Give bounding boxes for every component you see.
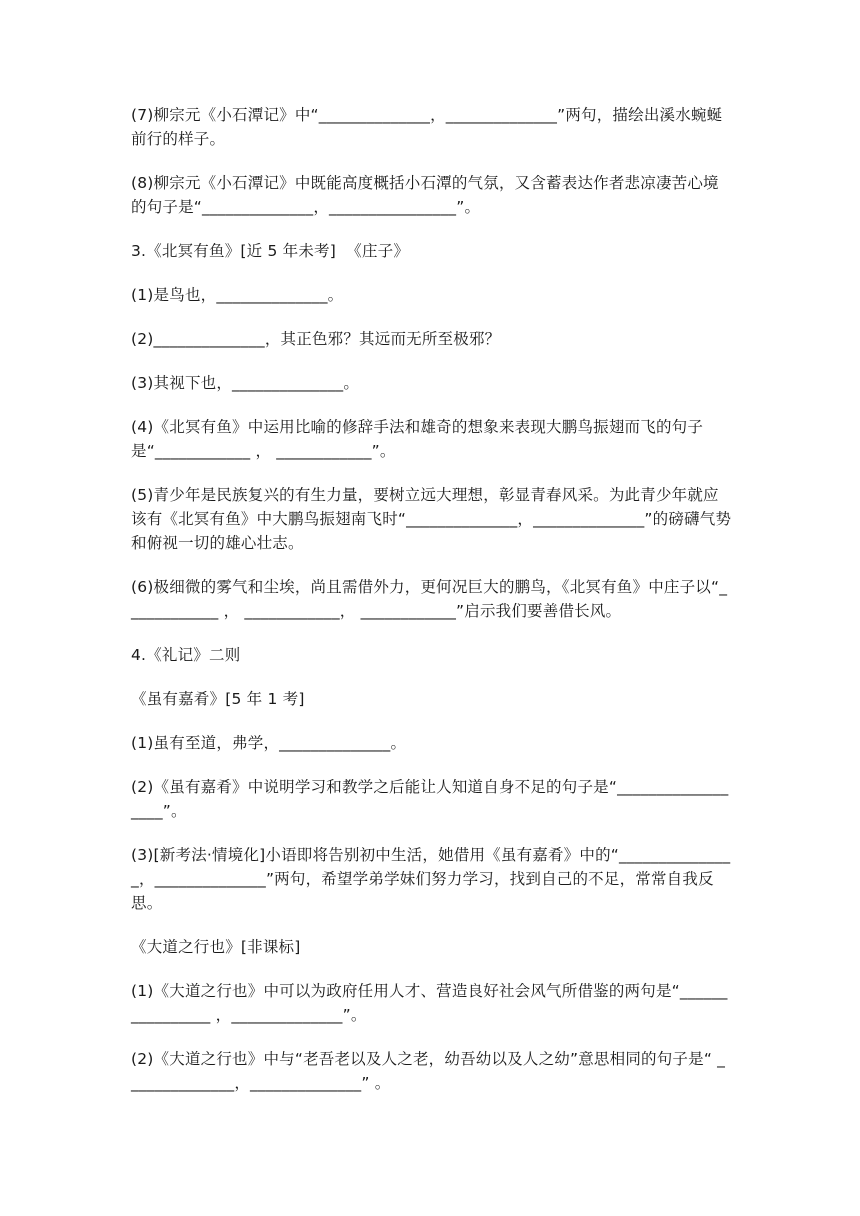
subsection-heading-dadaozhixingye: 《大道之行也》[非课标] [131, 938, 301, 956]
section-heading-beiming: 3.《北冥有鱼》[近 5 年未考] 《庄子》 [131, 242, 410, 260]
question-7-xiaoshitanji: (7)柳宗元《小石潭记》中“______________，______________”两句，描绘出溪水蜿蜒前行的样子。 [131, 106, 723, 148]
question-1-beiming: (1)是鸟也，______________。 [131, 286, 344, 304]
question-1-dadaozhixingye: (1)《大道之行也》中可以为政府任用人才、营造良好社会风气所借鉴的两句是“________________ ，______________”。 [131, 982, 728, 1024]
question-6-beiming: (6)极细微的雾气和尘埃，尚且需借外力，更何况巨大的鹏鸟，《北冥有鱼》中庄子以“____________ ， ____________， ____________”启示我们要善借长风。 [131, 578, 728, 620]
question-1-suiyoujiayao: (1)虽有至道，弗学，______________。 [131, 734, 407, 752]
question-4-beiming: (4)《北冥有鱼》中运用比喻的修辞手法和雄奇的想象来表现大鹏鸟振翅而飞的句子是“____________ ， ____________”。 [131, 418, 704, 460]
question-5-beiming: (5)青少年是民族复兴的有生力量，要树立远大理想，彰显青春风采。为此青少年就应该有《北冥有鱼》中大鹏鸟振翅南飞时“______________，______________”的磅礴气势和俯视一切的雄心壮志。 [131, 486, 732, 552]
document-body [131, 103, 733, 1115]
subsection-heading-suiyoujiayao: 《虽有嘉肴》[5 年 1 考] [131, 690, 305, 708]
question-3-suiyoujiayao: (3)[新考法·情境化]小语即将告别初中生活，她借用《虽有嘉肴》中的“_______________，______________”两句，希望学弟学妹们努力学习，找到自己的不足，常常自我反思。 [131, 846, 731, 912]
question-8-xiaoshitanji: (8)柳宗元《小石潭记》中既能高度概括小石潭的气氛，又含蓄表达作者悲凉凄苦心境的句子是“______________，________________”。 [131, 174, 719, 216]
question-2-suiyoujiayao: (2)《虽有嘉肴》中说明学习和教学之后能让人知道自身不足的句子是“__________________”。 [131, 778, 729, 820]
question-3-beiming: (3)其视下也，______________。 [131, 374, 360, 392]
section-heading-liji: 4.《礼记》二则 [131, 646, 241, 664]
question-2-beiming: (2)______________，其正色邪？其远而无所至极邪？ [131, 330, 501, 348]
question-2-dadaozhixingye: (2)《大道之行也》中与“老吾老以及人之老，幼吾幼以及人之幼”意思相同的句子是“ ______________，______________” 。 [131, 1050, 726, 1092]
